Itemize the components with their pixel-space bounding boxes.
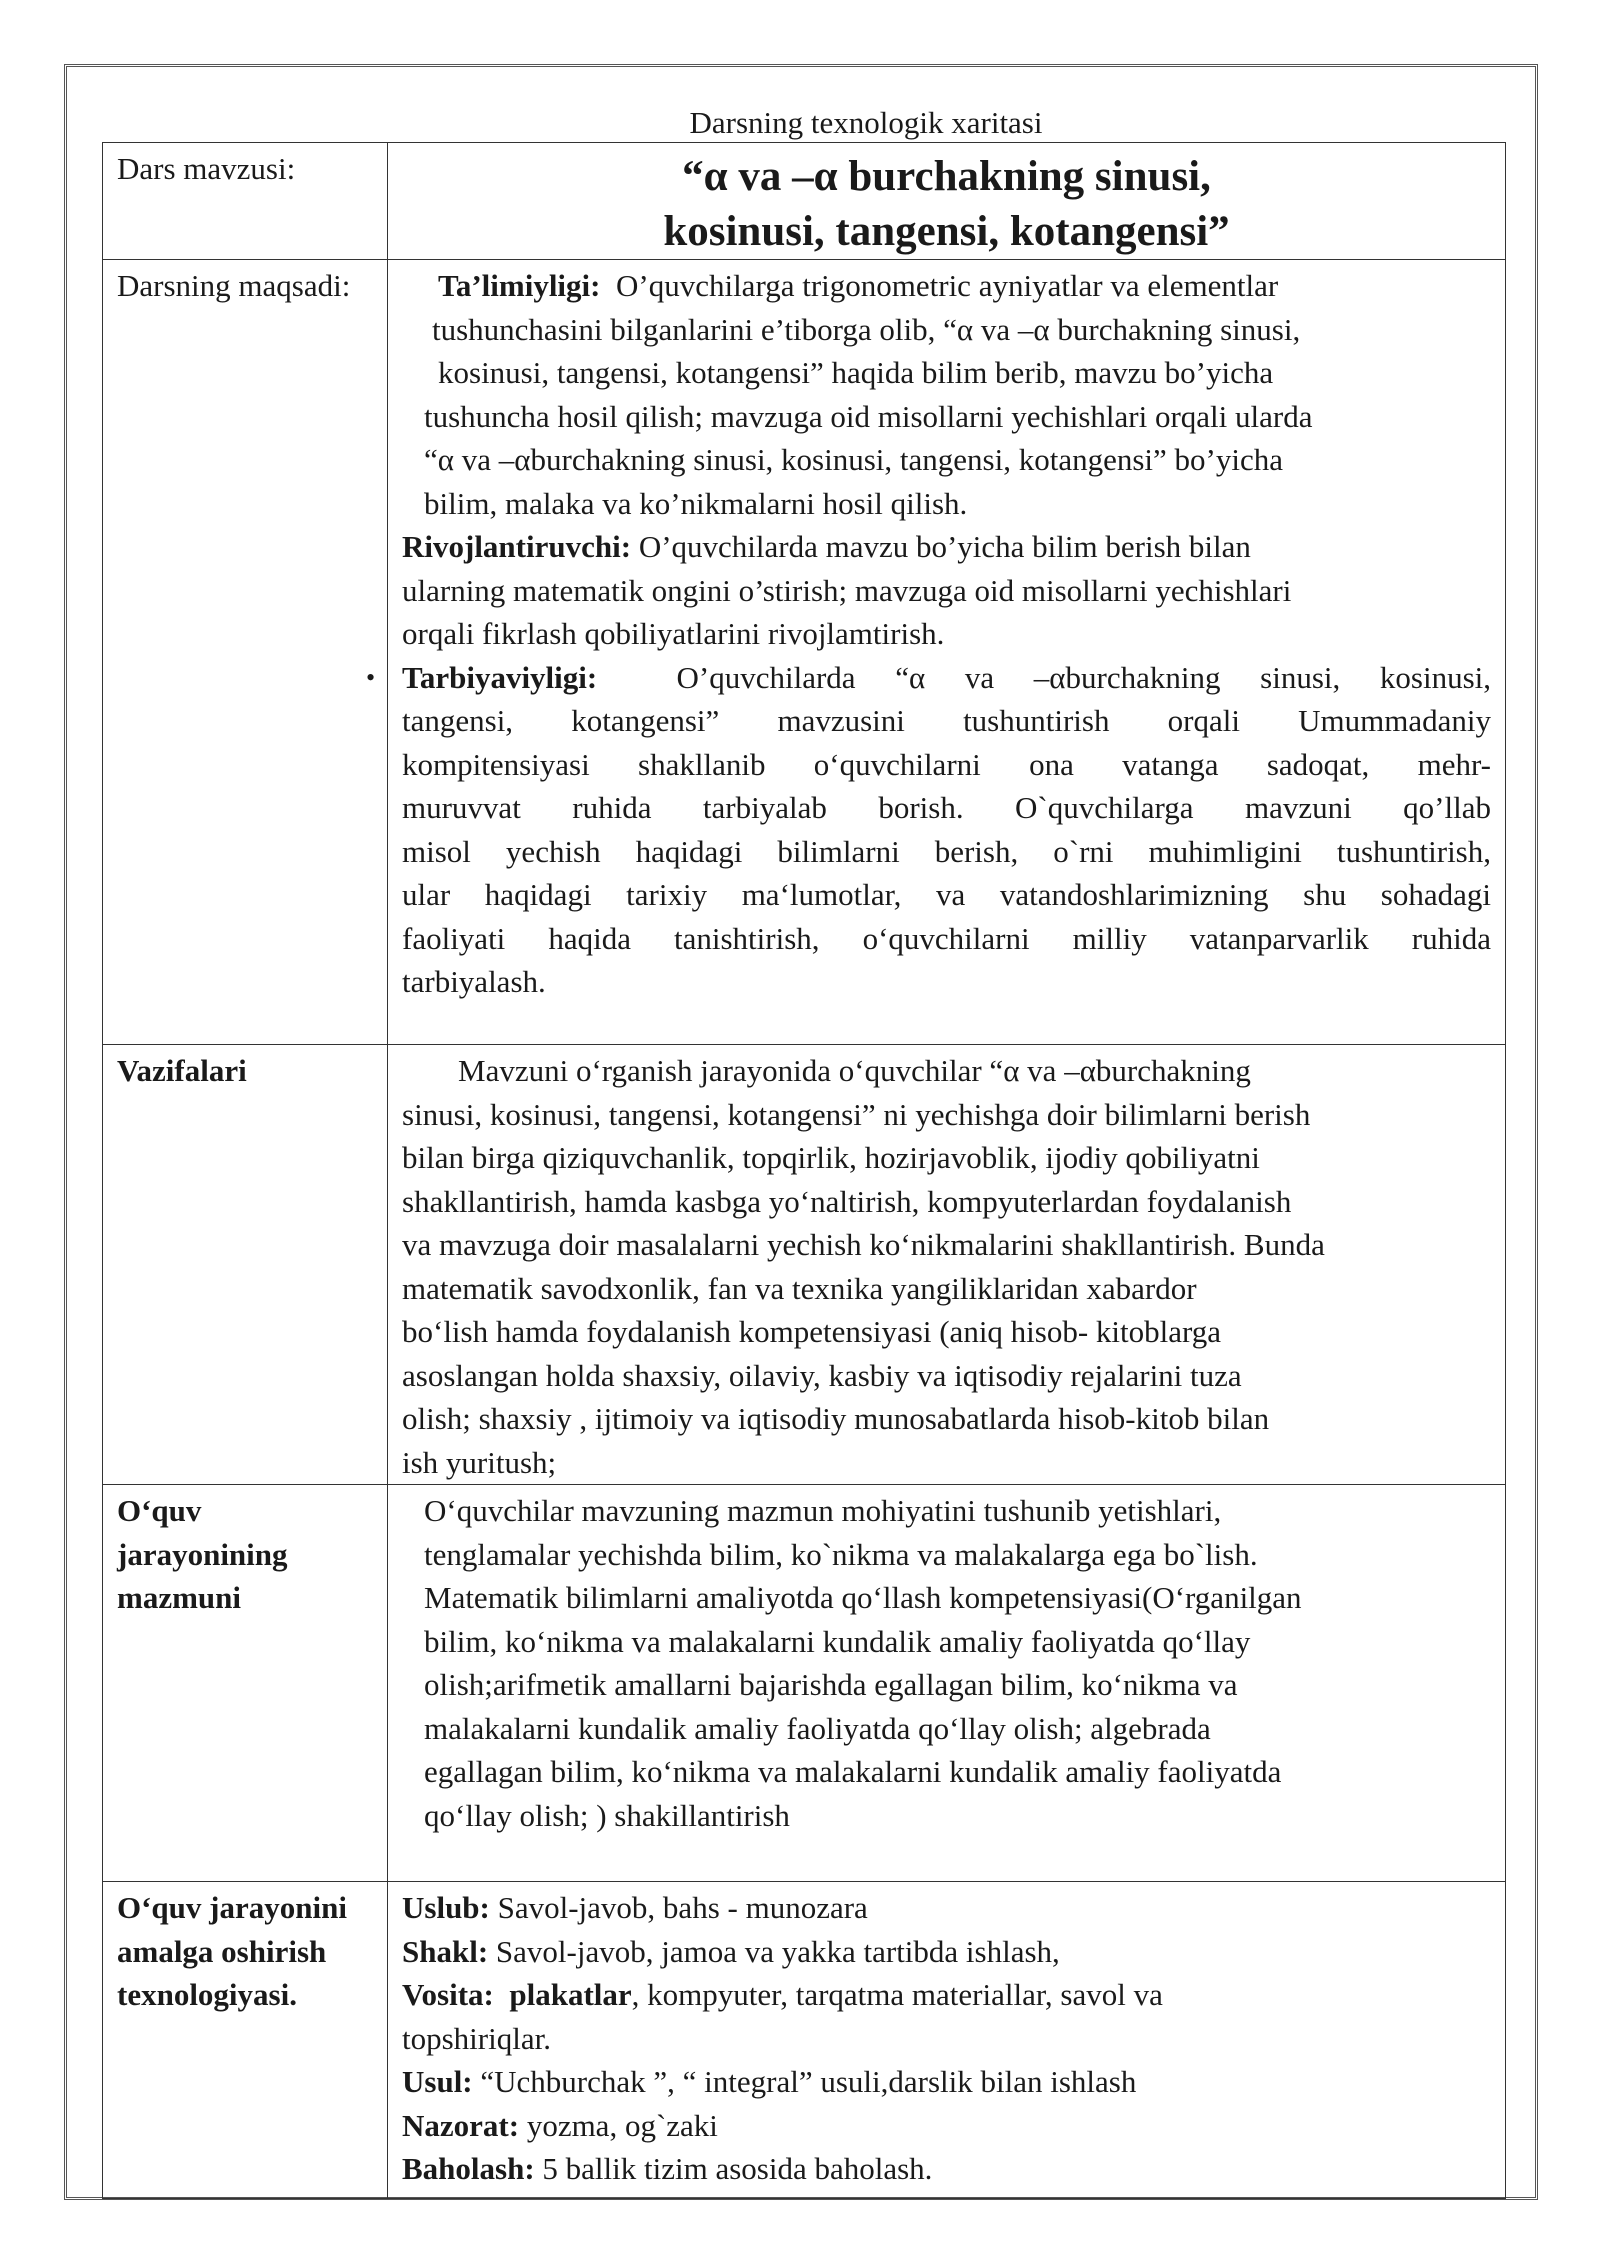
tasks-line: ish yuritush; xyxy=(402,1444,557,1480)
tasks-line: shakllantirish, hamda kasbga yo‘naltirish, kompyuterlardan foydalanish xyxy=(402,1183,1292,1219)
table-row-topic xyxy=(103,143,1506,260)
talimiy-line: tushuncha hosil qilish; mavzuga oid misollarni yechishlari orqali ularda xyxy=(424,398,1313,434)
technology-map-table xyxy=(102,142,1506,2199)
tarbiya-line: O’quvchilarda “α va –αburchakning sinusi, kosinusi, xyxy=(676,659,1492,695)
tasks-cell xyxy=(388,1045,1506,1485)
tasks-line: Mavzuni o‘rganish jarayonida o‘quvchilar “α va –αburchakning xyxy=(458,1053,1251,1088)
page-frame xyxy=(64,64,1538,2200)
vosita-text: , kompyuter, tarqatma materiallar, savol va xyxy=(631,1977,1163,2012)
tarbiya-heading: Tarbiyaviyligi: xyxy=(402,659,598,695)
content-line: qo‘llay olish; ) shakillantirish xyxy=(424,1797,790,1833)
talimiy-line: bilim, malaka va ko’nikmalarni hosil qilish. xyxy=(424,485,968,521)
tasks-line: sinusi, kosinusi, tangensi, kotangensi” ni yechishga doir bilimlarni berish xyxy=(402,1096,1311,1132)
content-line: O‘quvchilar mavzuning mazmun mohiyatini tushunib yetishlari, xyxy=(424,1493,1222,1528)
tarbiya-line: tarbiyalash. xyxy=(402,964,546,999)
topic-cell xyxy=(388,143,1506,260)
tasks-line: matematik savodxonlik, fan va texnika yangiliklaridan xabardor xyxy=(402,1270,1197,1306)
shakl-heading: Shakl: xyxy=(402,1933,489,1969)
rivoj-block xyxy=(402,525,1491,656)
tarbiya-line: tangensi, kotangensi” mavzusini tushuntirish orqali Umummadaniy xyxy=(402,703,1491,738)
baholash-heading: Baholash: xyxy=(402,2151,535,2186)
goal-cell xyxy=(366,260,1506,1045)
shakl-text: Savol-javob, jamoa va yakka tartibda ishlash, xyxy=(495,1933,1060,1969)
tasks-text xyxy=(402,1049,1491,1484)
table-row-technology xyxy=(103,1882,1506,2199)
content-line: olish;arifmetik amallarni bajarishda egallagan bilim, ko‘nikma va xyxy=(424,1667,1238,1702)
tasks-label: Vazifalari xyxy=(103,1045,388,1485)
tarbiya-line: ular haqidagi tarixiy ma‘lumotlar, va vatandoshlarimizning shu sohadagi xyxy=(402,877,1491,912)
bullet: • xyxy=(366,662,376,692)
rivoj-heading: Rivojlantiruvchi: xyxy=(402,529,632,564)
tasks-line: asoslangan holda shaxsiy, oilaviy, kasbiy va iqtisodiy rejalarini tuza xyxy=(402,1357,1242,1393)
tasks-line: va mavzuga doir masalalarni yechish ko‘nikmalarini shakllantirish. Bunda xyxy=(402,1227,1325,1262)
usul-text: “Uchburchak ”, “ integral” usuli,darslik bilan ishlash xyxy=(472,2064,1137,2099)
topic-title-line: kosinusi, tangensi, kotangensi” xyxy=(663,208,1230,255)
document-title: Darsning texnologik xaritasi xyxy=(689,105,1043,140)
rivoj-line: orqali fikrlash qobiliyatlarini rivojlamtirish. xyxy=(402,616,945,651)
tasks-line: bo‘lish hamda foydalanish kompetensiyasi (aniq hisob- kitoblarga xyxy=(402,1314,1222,1349)
content-text xyxy=(402,1489,1491,1837)
tasks-line: olish; shaxsiy , ijtimoiy va iqtisodiy munosabatlarda hisob-kitob bilan xyxy=(402,1401,1270,1436)
nazorat-text: yozma, og`zaki xyxy=(519,2107,718,2143)
topic-title-line: “α va –α burchakning sinusi, xyxy=(682,153,1211,200)
talimiy-line: O’quvchilarga trigonometric ayniyatlar va elementlar xyxy=(615,268,1279,303)
vosita-heading: Vosita: plakatlar xyxy=(402,1977,632,2012)
topic-label: Dars mavzusi: xyxy=(103,143,388,260)
content-line: tenglamalar yechishda bilim, ko`nikma va malakalarga ega bo`lish. xyxy=(424,1536,1258,1572)
content-line: Matematik bilimlarni amaliyotda qo‘llash kompetensiyasi(O‘rganilgan xyxy=(424,1580,1302,1615)
uslub-heading: Uslub: xyxy=(402,1890,490,1925)
nazorat-heading: Nazorat: xyxy=(402,2107,520,2143)
rivoj-line: ularning matematik ongini o’stirish; mavzuga oid misollarni yechishlari xyxy=(402,572,1292,608)
usul-heading: Usul: xyxy=(402,2064,473,2099)
content-line: egallagan bilim, ko‘nikma va malakalarni kundalik amaliy faoliyatda xyxy=(424,1754,1282,1789)
vosita-text-2: topshiriqlar. xyxy=(402,2020,551,2056)
talimiy-line: tushunchasini bilganlarini e’tiborga olib, “α va –α burchakning sinusi, xyxy=(432,311,1301,347)
baholash-text: 5 ballik tizim asosida baholash. xyxy=(534,2151,933,2186)
rivoj-line: O’quvchilarda mavzu bo’yicha bilim berish bilan xyxy=(638,529,1251,564)
talimiy-block xyxy=(402,264,1491,525)
topic-title xyxy=(402,147,1491,259)
content-line: bilim, ko‘nikma va malakalarni kundalik amaliy faoliyatda qo‘llay xyxy=(424,1623,1251,1659)
tarbiya-block xyxy=(366,656,1492,1004)
tarbiya-line: misol yechish haqidagi bilimlarni berish, o`rni muhimligini tushuntirish, xyxy=(402,833,1491,869)
technology-cell xyxy=(388,1882,1506,2199)
table-row-goal xyxy=(103,260,1506,1045)
tarbiya-line: muruvvat ruhida tarbiyalab borish. O`quvchilarga mavzuni qo’llab xyxy=(402,790,1491,825)
content-cell xyxy=(388,1485,1506,1882)
talimiy-heading: Ta’limiyligi: xyxy=(438,268,601,303)
content-line: malakalarni kundalik amaliy faoliyatda qo‘llay olish; algebrada xyxy=(424,1710,1211,1746)
technology-text xyxy=(402,1886,1491,2191)
uslub-text: Savol-javob, bahs - munozara xyxy=(489,1890,868,1925)
goal-label: Darsning maqsadi: xyxy=(103,260,388,1045)
tarbiya-line: faoliyati haqida tanishtirish, o‘quvchilarni milliy vatanparvarlik ruhida xyxy=(402,920,1491,956)
table-row-content xyxy=(103,1485,1506,1882)
table-row-tasks xyxy=(103,1045,1506,1485)
talimiy-line: “α va –αburchakning sinusi, kosinusi, tangensi, kotangensi” bo’yicha xyxy=(424,442,1283,477)
content-label: O‘quv jarayonining mazmuni xyxy=(103,1485,388,1882)
tasks-line: bilan birga qiziquvchanlik, topqirlik, hozirjavoblik, ijodiy qobiliyatni xyxy=(402,1140,1260,1175)
talimiy-line: kosinusi, tangensi, kotangensi” haqida bilim berib, mavzu bo’yicha xyxy=(438,355,1274,390)
tarbiya-line: kompitensiyasi shakllanib o‘quvchilarni ona vatanga sadoqat, mehr- xyxy=(402,746,1491,782)
technology-label: O‘quv jarayonini amalga oshirish texnologiyasi. xyxy=(103,1882,388,2199)
